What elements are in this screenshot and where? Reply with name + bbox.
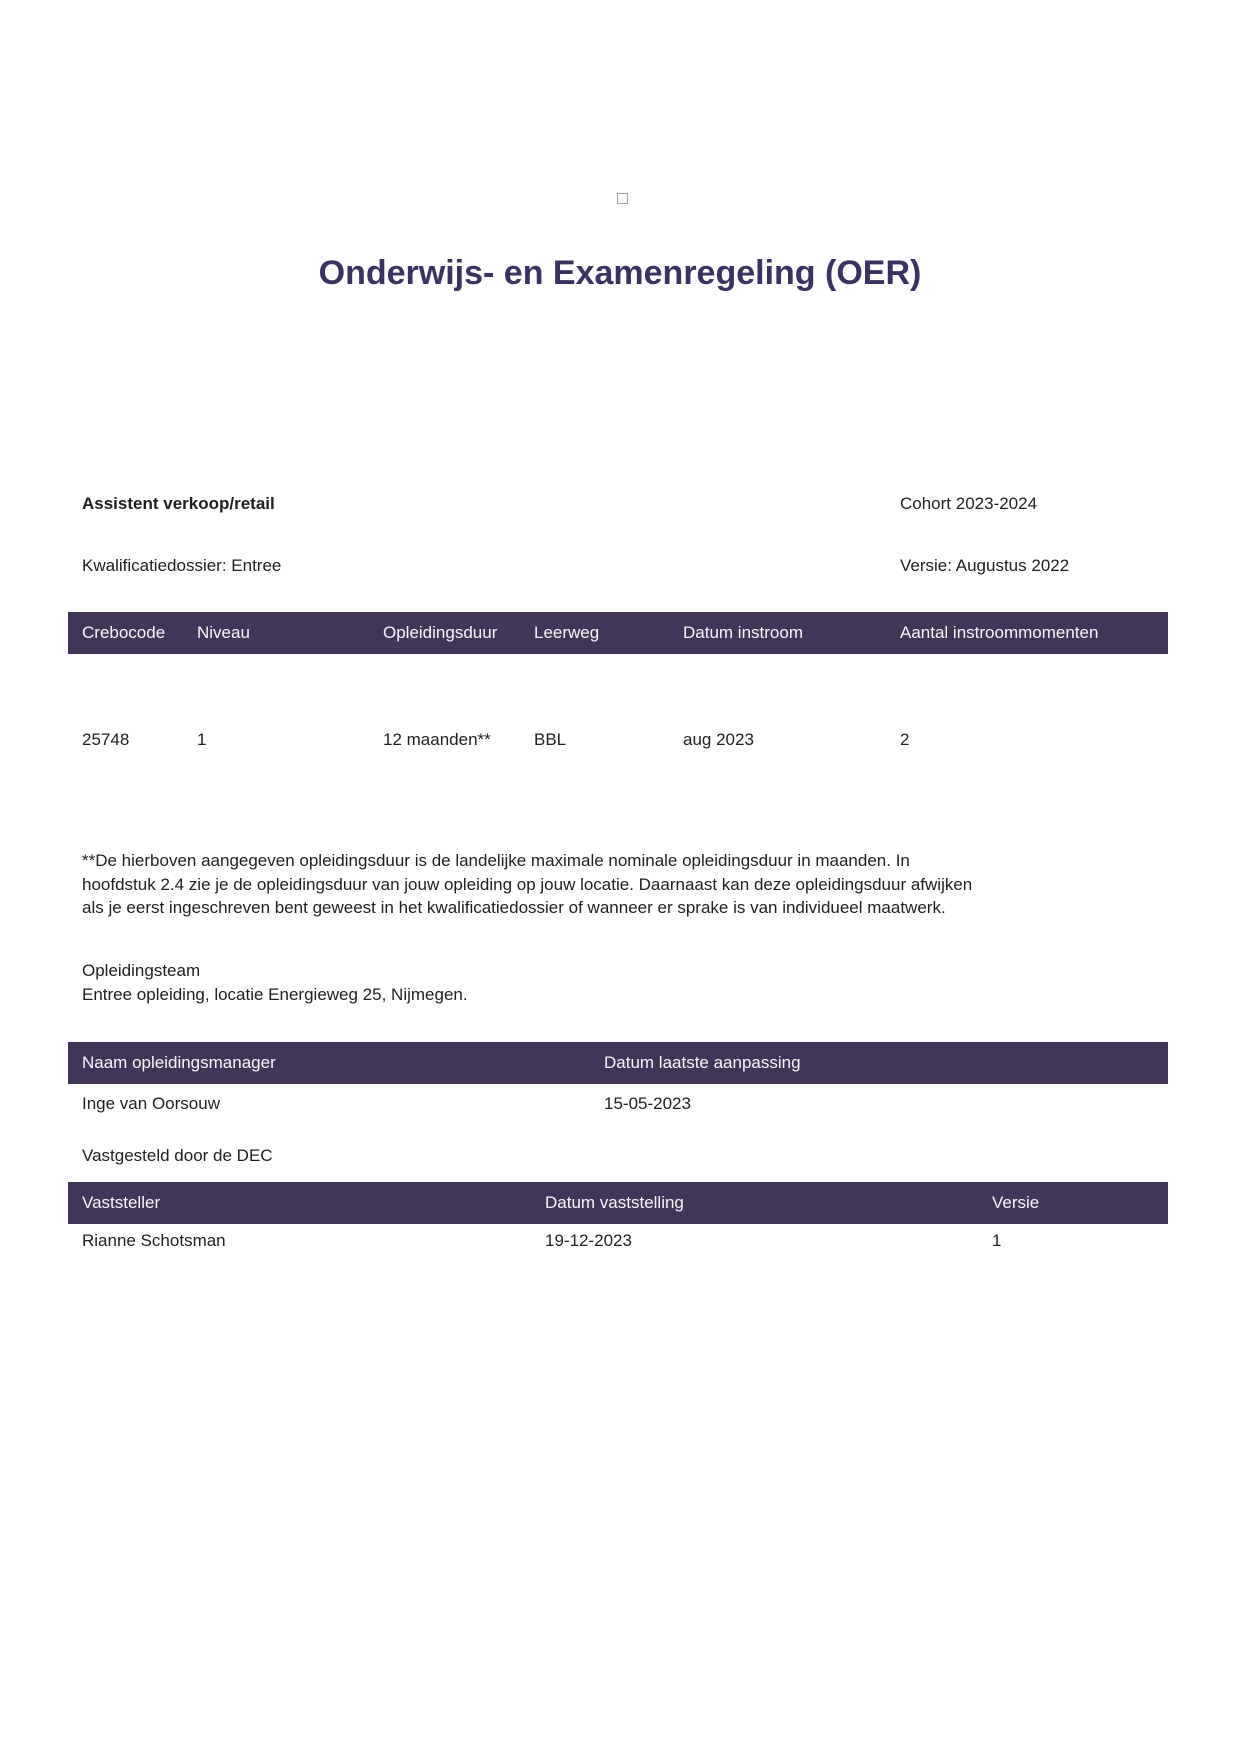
header-vaststeller: Vaststeller [82, 1193, 161, 1212]
duration-note-line: **De hierboven aangegeven opleidingsduur is de landelijke maximale nominale opleidingsduur in maanden. In [82, 851, 910, 870]
cell-niveau: 1 [197, 730, 207, 749]
team-section [82, 959, 468, 1007]
dec-heading: Vastgesteld door de DEC [82, 1146, 273, 1165]
program-table-header [68, 612, 1168, 654]
cell-crebocode: 25748 [82, 730, 130, 749]
duration-note-line: hoofdstuk 2.4 zie je de opleidingsduur van jouw opleiding op jouw locatie. Daarnaast kan deze opleidingsduur afwijken [82, 874, 973, 894]
qualification-dossier: Kwalificatiedossier: Entree [82, 556, 282, 575]
approval-table-row [68, 1230, 1168, 1252]
cell-leerweg: BBL [534, 730, 567, 749]
program-table-row [68, 729, 1168, 751]
header-naam-opleidingsmanager: Naam opleidingsmanager [82, 1053, 276, 1072]
header-versie: Versie [992, 1193, 1040, 1212]
team-description: Entree opleiding, locatie Energieweg 25, Nijmegen. [82, 985, 468, 1004]
duration-note [82, 849, 972, 920]
approval-table-header [68, 1182, 1168, 1224]
cell-aantal-instroommomenten: 2 [900, 730, 910, 749]
duration-note-line: als je eerst ingeschreven bent geweest in het kwalificatiedossier of wanneer er sprake is van individueel maatwerk. [82, 898, 946, 917]
header-crebocode: Crebocode [82, 623, 166, 642]
header-opleidingsduur: Opleidingsduur [383, 623, 498, 642]
program-name: Assistent verkoop/retail [82, 494, 275, 513]
header-leerweg: Leerweg [534, 623, 600, 642]
team-heading: Opleidingsteam [82, 961, 201, 980]
document-title: Onderwijs- en Examenregeling (OER) [318, 254, 922, 292]
cell-vaststeller: Rianne Schotsman [82, 1231, 226, 1250]
cohort-label: Cohort 2023-2024 [900, 494, 1038, 513]
header-datum-laatste-aanpassing: Datum laatste aanpassing [604, 1053, 801, 1072]
header-niveau: Niveau [197, 623, 250, 642]
manager-table-header [68, 1042, 1168, 1084]
cell-datum-laatste-aanpassing: 15-05-2023 [604, 1094, 691, 1113]
image-placeholder-icon [617, 193, 628, 204]
cell-versie: 1 [992, 1231, 1002, 1250]
cell-opleidingsduur: 12 maanden** [383, 730, 491, 749]
version-label: Versie: Augustus 2022 [900, 556, 1070, 575]
manager-table-row [68, 1093, 1168, 1115]
cell-datum-instroom: aug 2023 [683, 730, 754, 749]
cell-naam-opleidingsmanager: Inge van Oorsouw [82, 1094, 220, 1113]
header-aantal-instroommomenten: Aantal instroommomenten [900, 623, 1099, 642]
header-datum-instroom: Datum instroom [683, 623, 803, 642]
cell-datum-vaststelling: 19-12-2023 [545, 1231, 632, 1250]
header-datum-vaststelling: Datum vaststelling [545, 1193, 684, 1212]
